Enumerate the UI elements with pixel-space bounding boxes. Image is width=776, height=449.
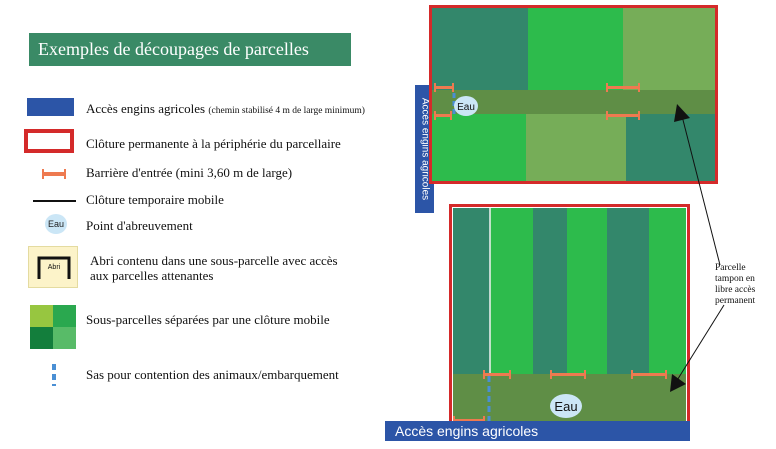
legend-access-note: (chemin stabilisé 4 m de large minimum) [208,106,365,116]
legend-fence-temporary-label: Clôture temporaire mobile [86,192,224,207]
annotation-text [715,263,755,307]
annotation-line4: permanent [715,296,756,306]
legend-shelter-line1: Abri contenu dans une sous-parcelle avec accès [90,253,338,268]
legend-shelter-line2: aux parcelles attenantes [90,268,214,283]
top-subplot-4 [432,114,526,181]
top-subplot-3 [623,8,715,90]
annotation-line3: libre accès [715,285,756,295]
top-subplot-1 [432,8,528,90]
legend-water-icon [44,213,68,235]
annotation-arrows [660,100,770,400]
page-title: Exemples de découpages de parcelles [29,33,351,66]
bottom-strip-2 [490,208,533,374]
legend-fence-permanent-label: Clôture permanente à la périphérie du parcellaire [86,136,341,151]
bottom-strip-5 [607,208,649,374]
legend-shelter-icon [36,255,72,281]
legend-gate-icon [40,168,70,180]
legend-sas-label: Sas pour contention des animaux/embarquement [86,367,339,382]
bottom-water-label: Eau [554,399,578,414]
annotation-line2: tampon en [715,274,755,284]
top-subplot-2 [528,8,623,90]
legend-water-icon-label: Eau [47,219,65,229]
bottom-strip-1 [453,208,490,374]
top-water-label: Eau [457,102,475,113]
legend-access-label [86,101,365,119]
bottom-strip-3 [533,208,567,374]
legend-subplots-swatch [30,305,76,349]
legend-fence-permanent-swatch [24,129,74,153]
arrow-head-down [670,374,686,392]
top-subplot-5 [526,114,626,181]
arrow-head-up [674,104,690,122]
legend-access-swatch [27,98,74,116]
legend-subplots-label: Sous-parcelles séparées par une clôture mobile [86,312,330,327]
legend-access-main: Accès engins agricoles [86,101,206,116]
legend-fence-temporary-line [33,200,76,202]
legend-gate-label: Barrière d'entrée (mini 3,60 m de large) [86,165,293,180]
legend-shelter-icon-label: Abri [47,264,61,271]
bottom-access-label: Accès engins agricoles [395,423,539,439]
legend-water-label: Point d'abreuvement [86,218,193,233]
top-access-label: Accès engins agricoles [419,97,430,201]
legend-sas-line [52,364,56,386]
annotation-line1: Parcelle [715,263,746,273]
bottom-strip-4 [567,208,607,374]
